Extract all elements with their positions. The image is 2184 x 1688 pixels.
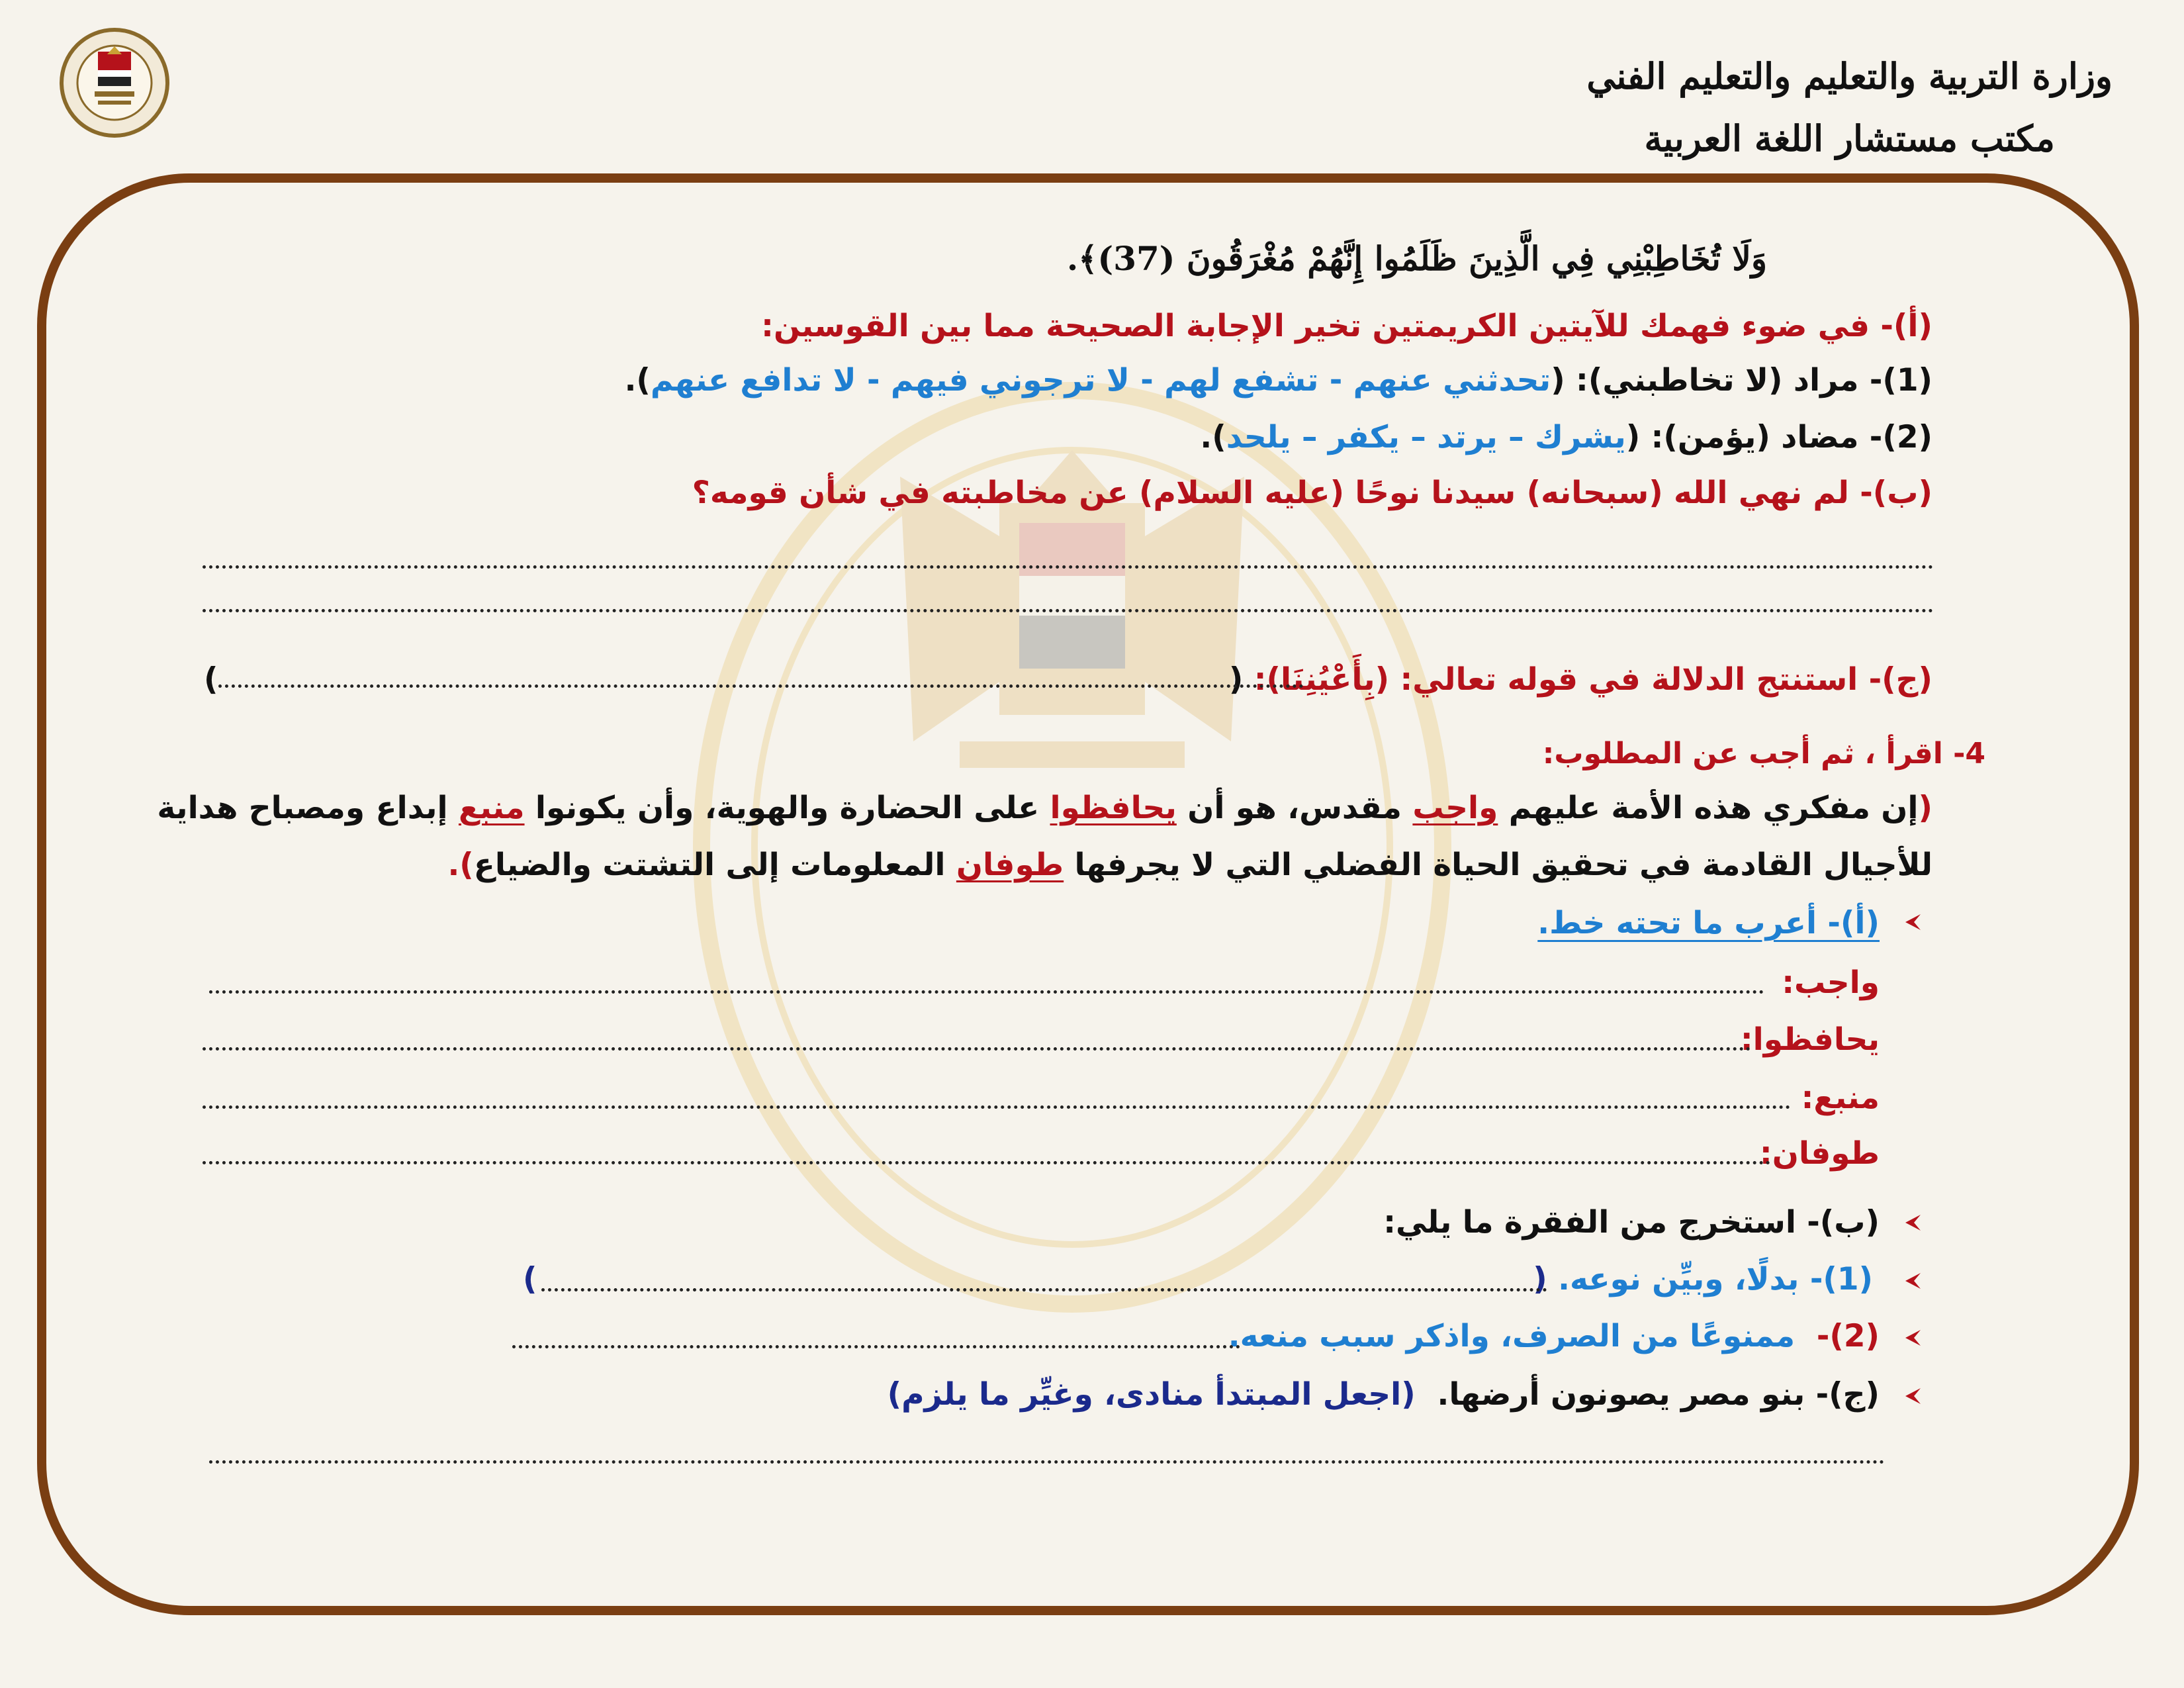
- paren-close: ): [523, 1261, 537, 1297]
- passage-close: ).: [447, 847, 474, 883]
- extract-item-1: [1533, 1256, 1873, 1303]
- parse-prompt: (أ)- أعرب ما تحته خط.: [1537, 905, 1880, 941]
- extract-item-2-text: ممنوعًا من الصرف، واذكر سبب منعه.: [1228, 1318, 1796, 1354]
- underlined-word: يحافظوا: [1050, 790, 1177, 826]
- item-2-label: (2)- مضاد (يؤمن): (: [1625, 419, 1933, 455]
- question-c-4: [887, 1372, 1880, 1418]
- passage-text: إن مفكري هذه الأمة عليهم: [1498, 790, 1919, 826]
- paren-open: (: [1533, 1261, 1547, 1297]
- answer-line[interactable]: [203, 565, 1934, 569]
- answer-line[interactable]: [218, 684, 1304, 688]
- answer-line[interactable]: [203, 609, 1934, 612]
- item-1-options: تحدثني عنهم - تشفع لهم - لا ترجوني فيهم - لا تدافع عنهم: [650, 362, 1551, 399]
- question-c: [1229, 657, 1933, 703]
- passage-open: (: [1918, 790, 1933, 826]
- underlined-word: واجب: [1412, 790, 1498, 826]
- ministry-name: وزارة التربية والتعليم والتعليم الفني: [1586, 55, 2113, 97]
- extract-prompt: (ب)- استخرج من الفقرة ما يلي:: [1383, 1204, 1880, 1241]
- passage-line-2: [447, 842, 1933, 888]
- extract-item-2-number: (2)-: [1816, 1318, 1880, 1354]
- parse-word-2: يحافظوا:: [1740, 1021, 1880, 1058]
- paren-open: (: [1228, 661, 1244, 698]
- extract-item-2: [1228, 1313, 1880, 1360]
- question-c-prompt: (ج)- استنتج الدلالة في قوله تعالي: (بِأَعْيُنِنَا):: [1253, 661, 1933, 698]
- parse-word-1: واجب:: [1782, 964, 1880, 1001]
- parse-word-3: منبع:: [1801, 1080, 1880, 1116]
- office-name: مكتب مستشار اللغة العربية: [1644, 117, 2055, 160]
- passage-text: على الحضارة والهوية، وأن يكونوا: [524, 790, 1050, 826]
- underlined-word: طوفان: [956, 847, 1064, 883]
- arrow-bullet-icon: [1903, 912, 1922, 932]
- arrow-bullet-icon: [1903, 1271, 1922, 1291]
- answer-line[interactable]: [203, 1047, 1751, 1051]
- arrow-bullet-icon: [1903, 1386, 1922, 1406]
- item-1-label: (1)- مراد (لا تخاطبني): (: [1551, 362, 1933, 399]
- item-2: [1200, 414, 1933, 461]
- answer-line[interactable]: [209, 1460, 1885, 1464]
- passage-line-1: [157, 785, 1933, 831]
- item-1-close: ).: [624, 362, 651, 399]
- item-1: [625, 357, 1933, 404]
- passage-text: للأجيال القادمة في تحقيق الحياة الفضلي التي لا يجرفها: [1064, 847, 1933, 883]
- question-c-4-label: (ج)- بنو مصر يصونون أرضها.: [1437, 1376, 1880, 1413]
- parse-word-4: طوفان:: [1759, 1135, 1880, 1172]
- item-2-close: ).: [1200, 419, 1226, 455]
- quran-verse: وَلَا تُخَاطِبْنِي فِي الَّذِينَ ظَلَمُوا إِنَّهُمْ مُغْرَقُونَ (37)﴾.: [1066, 239, 1767, 278]
- underlined-word: منبع: [458, 790, 525, 826]
- arrow-bullet-icon: [1903, 1213, 1922, 1233]
- item-2-options: يشرك – يرتد – يكفر – يلحد: [1226, 419, 1626, 455]
- answer-line[interactable]: [541, 1288, 1547, 1291]
- extract-item-1-text: (1)- بدلًا، وبيِّن نوعه.: [1558, 1261, 1873, 1297]
- passage-text: المعلومات إلى التشتت والضياع: [473, 847, 956, 883]
- answer-line[interactable]: [203, 1105, 1791, 1109]
- passage-text: مقدس، هو أن: [1176, 790, 1413, 826]
- paren-close: ): [204, 661, 218, 698]
- question-4-heading: 4- اقرأ ، ثم أجب عن المطلوب:: [1542, 737, 1985, 771]
- answer-line[interactable]: [203, 1161, 1771, 1164]
- question-b-prompt: (ب)- لم نهي الله (سبحانه) سيدنا نوحًا (عليه السلام) عن مخاطبته في شأن قومه؟: [692, 475, 1933, 511]
- passage-text: إبداع ومصباح هداية: [157, 790, 459, 826]
- answer-line[interactable]: [512, 1345, 1240, 1348]
- question-a-prompt: (أ)- في ضوء فهمك للآيتين الكريمتين تخير الإجابة الصحيحة مما بين القوسين:: [761, 308, 1933, 344]
- arrow-bullet-icon: [1903, 1328, 1922, 1348]
- answer-line[interactable]: [209, 990, 1764, 994]
- question-c-4-instruction: (اجعل المبتدأ منادى، وغيِّر ما يلزم): [887, 1376, 1416, 1413]
